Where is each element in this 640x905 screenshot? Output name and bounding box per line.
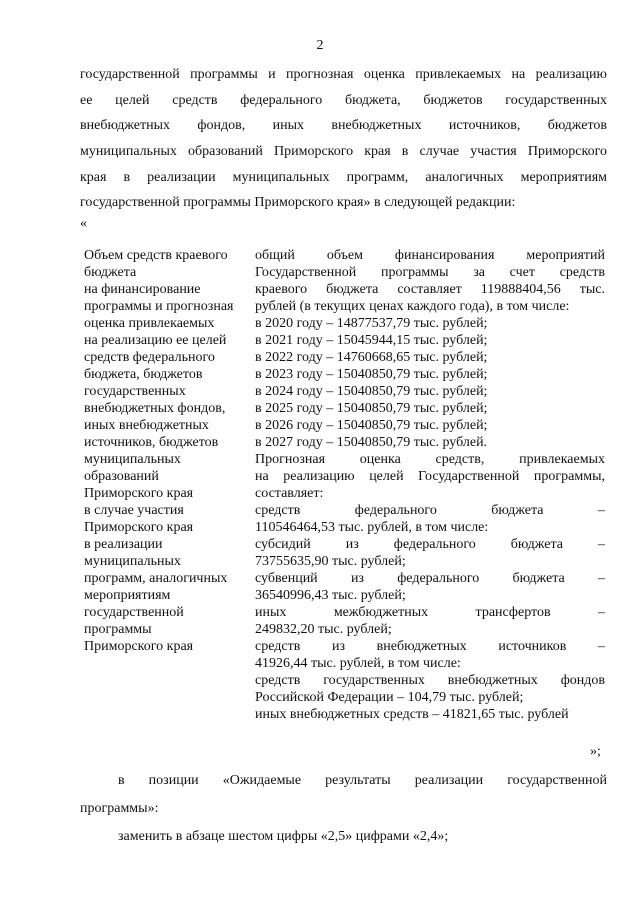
right-cell-line: рублей (в текущих ценах каждого года), в том числе: — [255, 299, 570, 314]
left-cell-line: мероприятиям — [84, 588, 171, 603]
right-cell-line: краевого бюджета составляет 119888404,56 тыс. — [255, 282, 605, 297]
right-cell-line: 41926,44 тыс. рублей, в том числе: — [255, 656, 461, 671]
right-cell-line: Российской Федерации – 104,79 тыс. рублей; — [255, 690, 524, 705]
left-cell-line: внебюджетных фондов, — [84, 401, 226, 416]
left-cell-line: Объем средств краевого — [84, 248, 228, 263]
left-cell-line: Приморского края — [84, 520, 194, 535]
right-cell-line: иных внебюджетных средств – 41821,65 тыс. рублей — [255, 707, 569, 722]
intro-line: муниципальных образований Приморского края в случае участия Приморского — [80, 144, 607, 160]
right-cell-line: 249832,20 тыс. рублей; — [255, 622, 392, 637]
right-cell-line: субвенций из федерального бюджета – — [255, 571, 605, 586]
intro-line: ее целей средств федерального бюджета, бюджетов государственных — [80, 92, 607, 108]
left-cell-line: бюджета, бюджетов — [84, 367, 203, 382]
right-cell-line: в 2027 году – 15040850,79 тыс. рублей. — [255, 435, 488, 450]
page-number: 2 — [316, 38, 324, 53]
left-cell-line: программ, аналогичных — [84, 571, 228, 586]
right-cell-line: в 2020 году – 14877537,79 тыс. рублей; — [255, 316, 488, 331]
left-cell-line: на реализацию ее целей — [84, 333, 227, 348]
after-line: заменить в абзаце шестом цифры «2,5» цифрами «2,4»; — [118, 829, 449, 844]
left-cell-line: государственной — [84, 605, 184, 620]
left-cell-line: Приморского края — [84, 639, 194, 654]
right-cell-line: Государственной программы за счет средств — [255, 265, 605, 280]
left-cell-line: муниципальных — [84, 452, 181, 467]
right-cell-line: в 2023 году – 15040850,79 тыс. рублей; — [255, 367, 488, 382]
right-cell-line: иных межбюджетных трансфертов – — [255, 605, 605, 620]
intro-line: государственной программы и прогнозная оценка привлекаемых на реализацию — [80, 67, 607, 82]
right-cell-line: субсидий из федерального бюджета – — [255, 537, 605, 552]
right-cell-line: на реализацию целей Государственной программы, — [255, 469, 605, 484]
table-right-column — [255, 247, 605, 723]
after-paragraph — [80, 773, 607, 851]
table-left-column — [84, 247, 252, 655]
left-cell-line: иных внебюджетных — [84, 418, 209, 433]
right-cell-line: средств федерального бюджета – — [255, 503, 605, 518]
right-cell-line: в 2025 году – 15040850,79 тыс. рублей; — [255, 401, 488, 416]
left-cell-line: государственных — [84, 384, 186, 399]
right-cell-line: в 2026 году – 15040850,79 тыс. рублей; — [255, 418, 488, 433]
right-cell-line: 73755635,90 тыс. рублей; — [255, 554, 406, 569]
left-cell-line: в реализации — [84, 537, 163, 552]
intro-line: государственной программы Приморского края» в следующей редакции: — [80, 195, 516, 211]
right-cell-line: в 2024 году – 15040850,79 тыс. рублей; — [255, 384, 488, 399]
left-cell-line: в случае участия — [84, 503, 184, 518]
right-cell-line: общий объем финансирования мероприятий — [255, 248, 605, 263]
intro-line: края в реализации муниципальных программ, аналогичных мероприятиям — [80, 169, 607, 185]
left-cell-line: оценка привлекаемых — [84, 316, 215, 331]
right-cell-line: средств из внебюджетных источников – — [255, 639, 605, 654]
close-quote: »; — [590, 744, 601, 759]
right-cell-line: средств государственных внебюджетных фондов — [255, 673, 605, 688]
right-cell-line: 110546464,53 тыс. рублей, в том числе: — [255, 520, 489, 535]
left-cell-line: программы — [84, 622, 152, 637]
left-cell-line: бюджета — [84, 265, 137, 280]
right-cell-line: составляет: — [255, 486, 324, 501]
left-cell-line: программы и прогнозная — [84, 299, 234, 314]
left-cell-line: муниципальных — [84, 554, 181, 569]
after-line: в позиции «Ожидаемые результаты реализации государственной — [118, 773, 607, 788]
intro-line: внебюджетных фондов, иных внебюджетных источников, бюджетов — [80, 118, 607, 134]
open-quote: « — [80, 216, 87, 231]
right-cell-line: в 2021 году – 15045944,15 тыс. рублей; — [255, 333, 488, 348]
left-cell-line: источников, бюджетов — [84, 435, 219, 450]
left-cell-line: средств федерального — [84, 350, 215, 365]
left-cell-line: на финансирование — [84, 282, 201, 297]
after-line: программы»: — [80, 801, 159, 816]
intro-paragraph — [80, 62, 607, 216]
right-cell-line: 36540996,43 тыс. рублей; — [255, 588, 406, 603]
right-cell-line: в 2022 году – 14760668,65 тыс. рублей; — [255, 350, 488, 365]
left-cell-line: Приморского края — [84, 486, 194, 501]
left-cell-line: образований — [84, 469, 159, 484]
right-cell-line: Прогнозная оценка средств, привлекаемых — [255, 452, 605, 467]
